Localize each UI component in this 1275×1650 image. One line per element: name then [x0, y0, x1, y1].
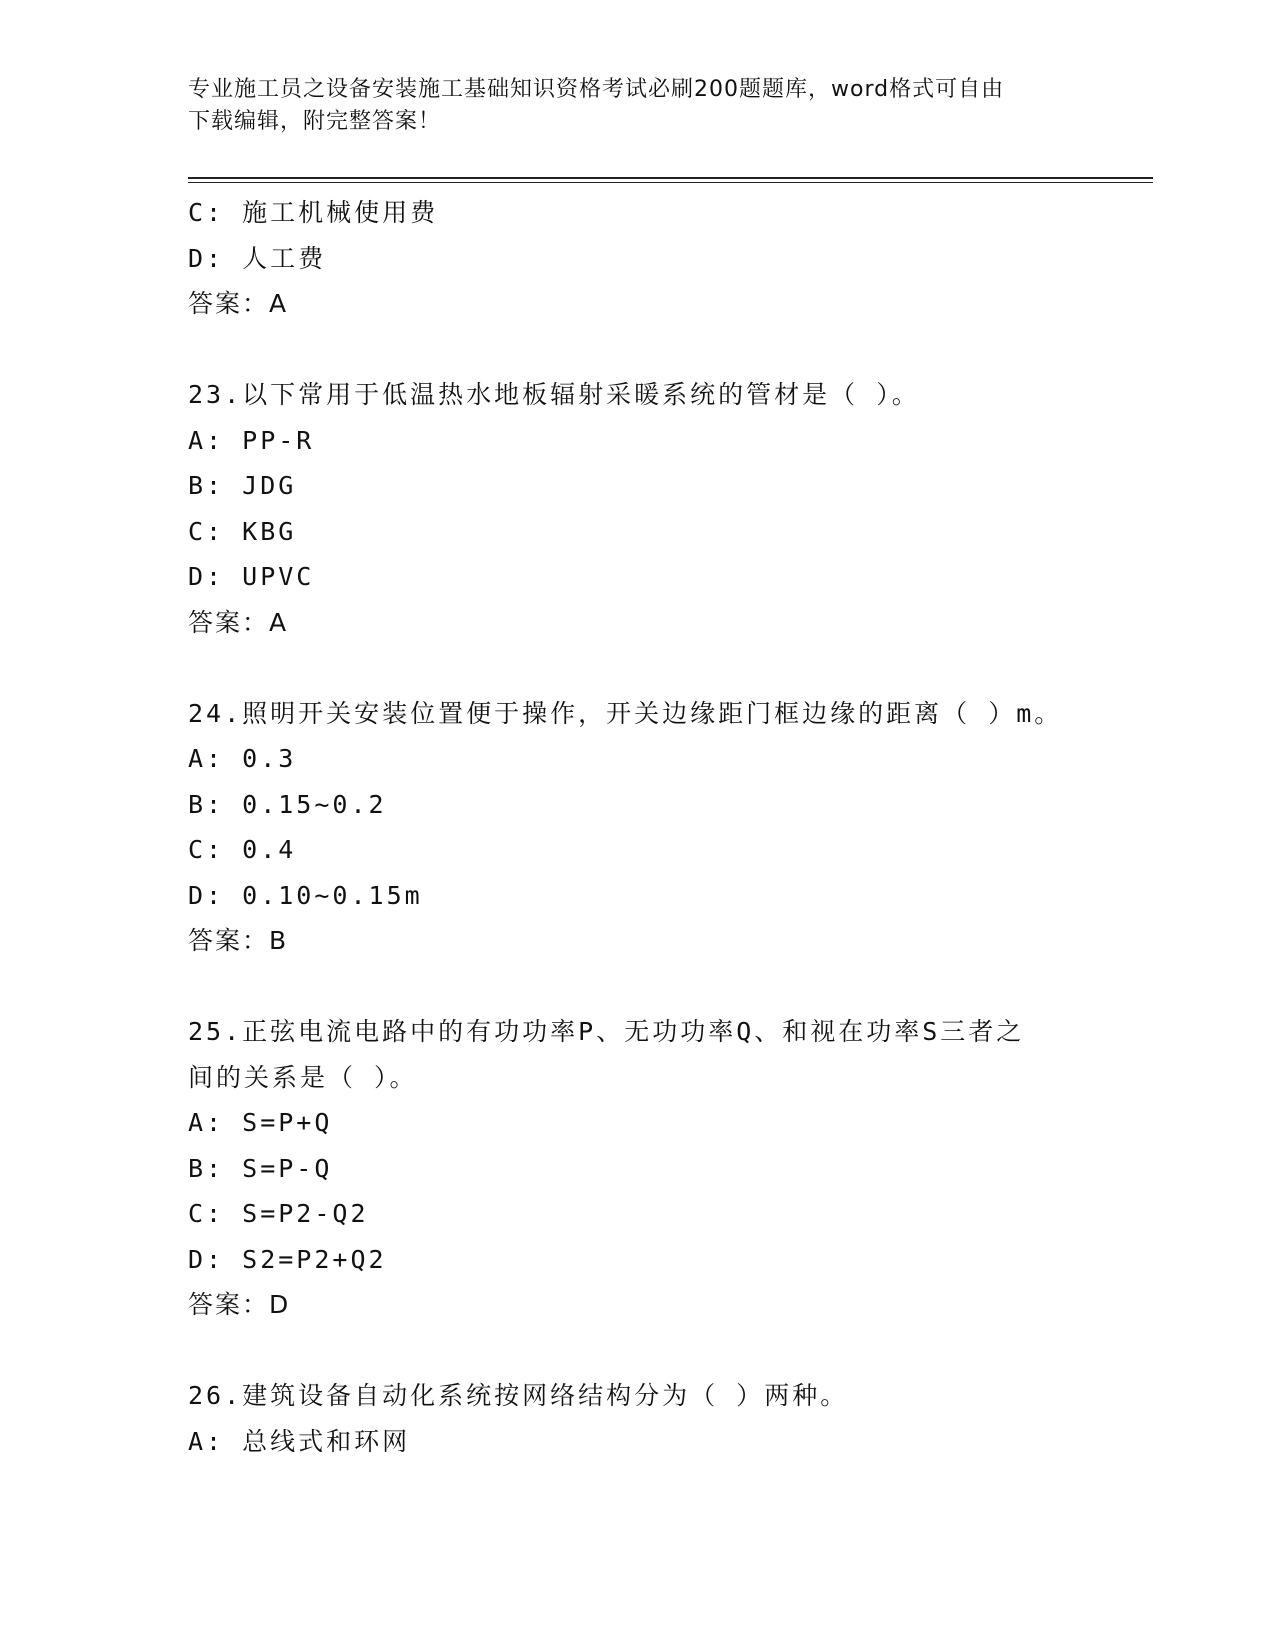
question-stem: 26.建筑设备自动化系统按网络结构分为（ ）两种。: [188, 1381, 849, 1410]
header-divider-bottom: [188, 182, 1153, 183]
option-a: A: 0.3: [188, 744, 297, 773]
option-a: A: PP-R: [188, 425, 315, 455]
question-list: [188, 190, 1088, 1464]
option-b: B: S=P-Q: [188, 1153, 333, 1183]
spacer: [188, 645, 1088, 691]
question-26: [188, 1373, 1088, 1464]
option-c: C: 施工机械使用费: [188, 198, 439, 227]
question-23: [188, 372, 1088, 645]
question-24: [188, 691, 1088, 964]
answer: 答案：A: [188, 289, 289, 318]
option-d: D: 人工费: [188, 243, 327, 273]
question-stem-line-1: 25.正弦电流电路中的有功功率P、无功功率Q、和视在功率S三者之: [188, 1017, 1025, 1046]
question-stem-line-2: 间的关系是（ ）。: [188, 1062, 418, 1092]
header-title-line-1: 专业施工员之设备安装施工基础知识资格考试必刷200题题库，word格式可自由: [188, 77, 1005, 102]
answer: 答案：D: [188, 1290, 291, 1319]
option-c: C: S=P2-Q2: [188, 1199, 369, 1228]
option-a: A: 总线式和环网: [188, 1426, 411, 1456]
spacer: [188, 1328, 1088, 1374]
question-stem: 24.照明开关安装位置便于操作，开关边缘距门框边缘的距离（ ）m。: [188, 698, 1063, 728]
document-header: [188, 74, 1088, 138]
option-d: D: S2=P2+Q2: [188, 1244, 387, 1274]
option-b: B: JDG: [188, 471, 297, 500]
question-25: [188, 1009, 1088, 1328]
option-d: D: 0.10~0.15m: [188, 880, 423, 910]
question-prev: [188, 190, 1088, 327]
question-stem: 23.以下常用于低温热水地板辐射采暖系统的管材是（ ）。: [188, 380, 920, 409]
option-b: B: 0.15~0.2: [188, 789, 387, 819]
option-c: C: 0.4: [188, 835, 297, 864]
option-c: C: KBG: [188, 516, 297, 546]
header-title-line-2: 下载编辑，附完整答案！: [188, 109, 442, 134]
spacer: [188, 327, 1088, 373]
option-a: A: S=P+Q: [188, 1108, 333, 1137]
spacer: [188, 964, 1088, 1010]
answer: 答案：A: [188, 607, 289, 637]
header-divider-top: [188, 177, 1153, 179]
answer: 答案：B: [188, 926, 289, 955]
option-d: D: UPVC: [188, 562, 315, 591]
